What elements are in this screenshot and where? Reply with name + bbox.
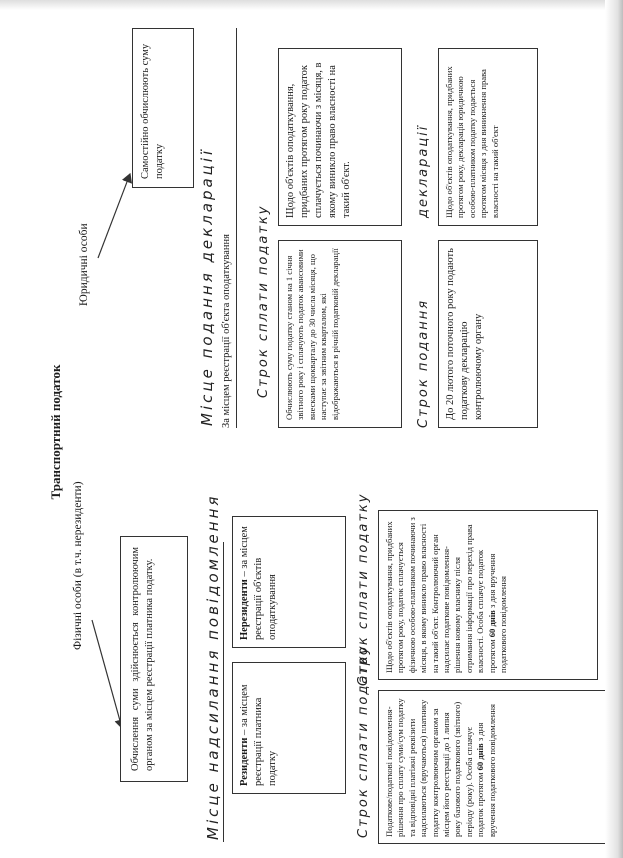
- declaration-term-heading-1: Строк подання: [416, 298, 431, 428]
- declaration-place-text: За місцем реєстрації об'єкта оподаткування: [220, 28, 237, 428]
- document-title: Транспортний податок: [48, 364, 63, 500]
- calculation-box: Обчислення суми здійснюється контролюючим органом за місцем реєстрації платника податку.: [120, 536, 188, 782]
- declaration-text-box-1: До 20 лютого поточного року подають податкову декларацію контролюючому органу: [438, 240, 538, 428]
- legal-payment-text-box-2: Щодо об'єктів оподаткування, придбаних протягом року податок сплачується починаючи з місяця, в якому виникло право власності на такий об'єкт.: [278, 48, 402, 226]
- self-calc-box: Самостійно обчислюють суму податку: [132, 28, 194, 188]
- notification-place-heading: Місце надсилання повідомлення: [204, 493, 222, 840]
- declaration-place-heading: Місце подання декларації: [198, 147, 216, 426]
- legal-entities-label: Юридичні особи: [78, 223, 90, 306]
- legal-payment-term-heading: Строк сплати податку: [256, 204, 271, 398]
- declaration-term-heading-2: декларації: [416, 124, 431, 218]
- nonresidents-box: [232, 516, 346, 648]
- payment-term-heading-2: Строк сплати податку: [356, 492, 371, 686]
- declaration-text-box-2: Щодо об'єктів оподаткування, придбаних протягом року, декларація юридичною особою-платником податку подається протягом місяця з дня виникнення права власності на такий об'єкт: [438, 48, 538, 226]
- arrow-to-legal: [98, 174, 130, 258]
- heading-underline: [223, 542, 224, 842]
- residents-title: Резиденти: [239, 737, 250, 786]
- payment-text-box-1: Податкове/податкові повідомлення-рішення про сплату суми/сум податку та відповідні платіжні реквізити надсилаються (вручаються) платнику податку контролюючим органом за місцем його реєстрації до 1 липня року базового податкового (звітного) періоду (року). Особа сплачує податок протягом 60 днів з дня вручення податкового повідомлення: [378, 690, 610, 844]
- residents-text: – за місцем реєстрації платника податку: [239, 684, 278, 786]
- payment-term-heading-1: Строк сплати податку: [356, 644, 371, 838]
- nonresidents-text: – за місцем реєстрації об'єктів оподаткування: [239, 526, 278, 640]
- physical-persons-label: Фізичні особи (в т.ч. нерезиденти): [72, 481, 84, 650]
- arrow-to-physical: [92, 620, 122, 728]
- residents-box: [232, 662, 346, 794]
- nonresidents-title: Нерезиденти: [239, 579, 250, 640]
- payment-text-box-2: Щодо об'єктів оподаткування, придбаних протягом року, податок сплачується фізичною особою-платником починаючи з місяця, в якому виникло право власності на такий об'єкт. Контролюючий орган надсилає податкове повідомлення-рішення новому власнику після отримання інформації про перехід права власності. Особа сплачує податок протягом 60 днів з дня вручення податкового повідомлення: [378, 510, 598, 680]
- legal-payment-text-box-1: Обчислюють суму податку станом на 1 січня звітного року і сплачують податок авансовими внесками щокварталу до 30 числа місяця, що наступає за звітним кварталом, які відображаються в річній податковій декларації: [278, 240, 402, 428]
- scan-edge-shadow: [605, 0, 623, 858]
